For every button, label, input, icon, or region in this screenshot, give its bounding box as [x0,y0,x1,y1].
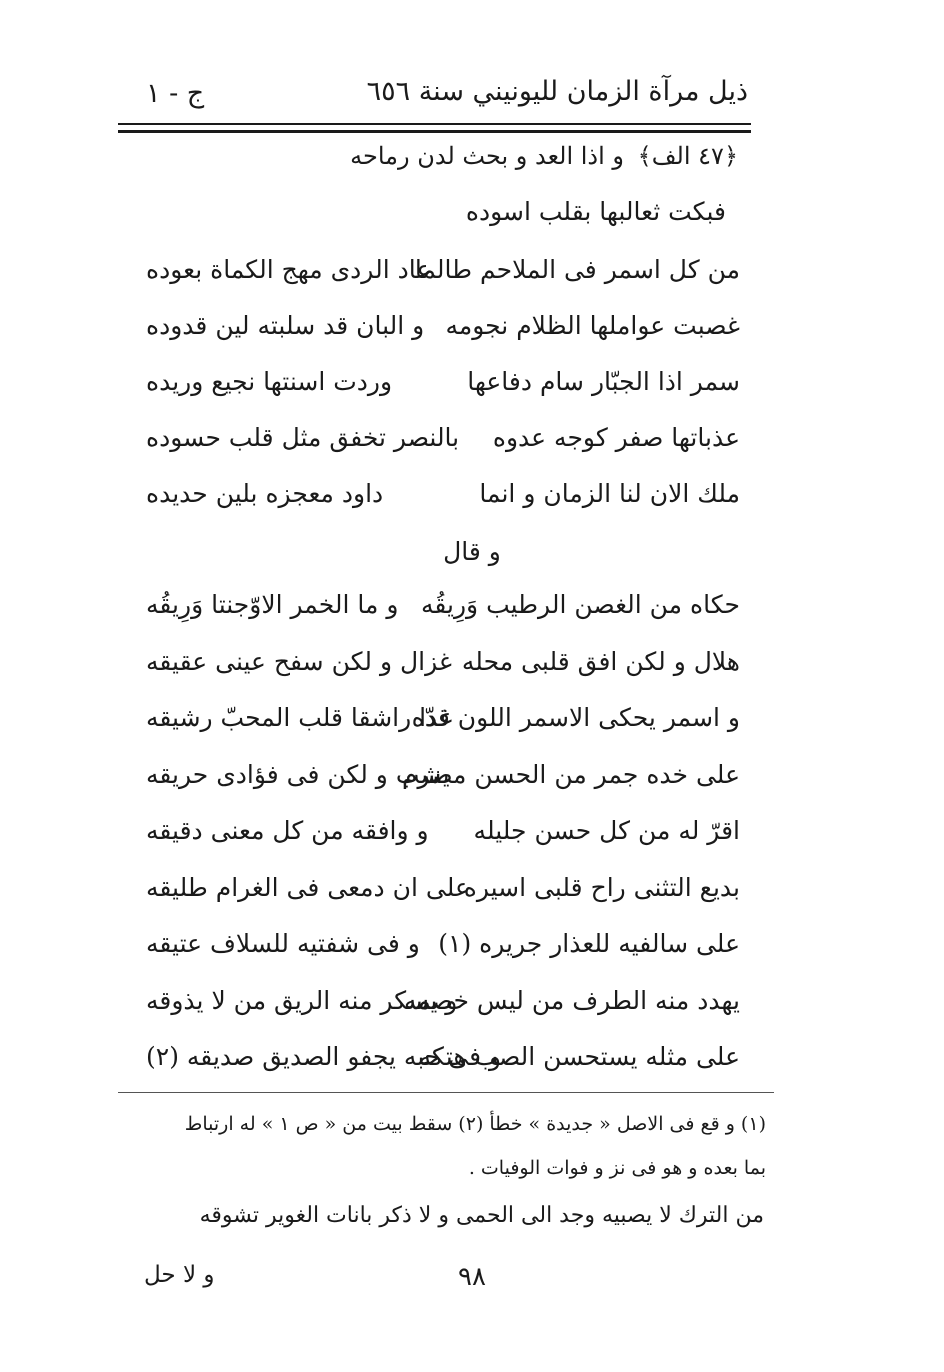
hemistich-second: و وافقه من كل معنى دقيقه [146,816,429,845]
verse-line [118,811,740,851]
header-title: ذيل مرآة الزمان لليونيني سنة ٦٥٦ [366,76,748,107]
hemistich-second: داود معجزه بلين حديده [146,479,384,508]
verse-line [118,418,740,458]
hemistich-first: ملك الان لنا الزمان و انما [479,479,740,508]
hemistich-second: على ان دمعى فى الغرام طليقه [146,872,470,902]
header-volume: ج - ١ [146,78,205,109]
hemistich-second: و ما الخمر الاوّجنتا وَرِيقُه [146,590,399,619]
hemistich-first: سمر اذا الجبّار سام دفاعها [467,367,740,396]
single-line: فبكت ثعالبها بقلب اسوده [465,197,726,226]
hemistich-first: اقرّ له من كل حسن جليله [473,816,740,845]
hemistich-second: غدا راشقا قلب المحبّ رشيقه [146,703,453,732]
continuation-line: من الترك لا يصبيه وجد الى الحمى و لا ذكر بانات الغوير تشوقه [199,1203,764,1228]
verse-line [118,1037,740,1077]
verse-line [118,924,740,964]
hemistich-second: و البان قد سلبته لين قدوده [146,311,425,340]
verse-line [118,585,740,625]
hemistich-first: على مثله يستحسن الصب هتكه [418,1042,740,1071]
verse-line [118,698,740,738]
hemistich-second: و فى شفتيه للسلاف عتيقه [146,929,420,958]
footnote-line: بما بعده و هو فى نز و فوات الوفيات . [468,1157,766,1179]
verse-line [118,981,740,1021]
footnote-rule [118,1092,774,1093]
hemistich-first: هلال و لكن افق قلبى محله [461,646,740,676]
verse-line [118,250,740,290]
folio-marker: ﴿٤٧ الف﴾ [637,142,738,170]
verse-line [118,362,740,402]
hemistich-second: غزال و لكن سفح عينى عقيقه [146,646,452,676]
hemistich-first: من كل اسمر فى الملاحم طالما [414,255,740,284]
running-header [118,70,748,120]
top-line [350,142,744,170]
hemistich-first: حكاه من الغصن الرطيب وَرِيقُه [420,590,740,619]
hemistich-second: و فى حبه يجفو الصديق صديقه (٢) [146,1042,502,1071]
hemistich-second: و يسكر منه الريق من لا يذوقه [146,985,458,1015]
poem-heading: و قال [443,537,501,566]
hemistich-first: يهدد منه الطرف من ليس خصمه [403,985,740,1015]
hemistich-first: بديع التثنى راح قلبى اسيره [463,872,740,902]
hemistich-first: على خده جمر من الحسن مضرم [402,759,740,789]
top-line-text: و اذا العد و بحث لدن رماحه [350,142,624,170]
hemistich-second: بالنصر تخفق مثل قلب حسوده [146,423,460,452]
hemistich-second: يشب و لكن فى فؤادى حريقه [146,759,450,789]
hemistich-second: عاد الردى مهج الكماة بعوده [146,255,432,284]
hemistich-first: و اسمر يحكى الاسمر اللون قدّه [411,703,740,732]
hemistich-first: على سالفيه للعذار جريره (١) [438,929,740,958]
verse-line [118,868,740,908]
hemistich-first: عذباتها صفر كوجه عدوه [492,423,740,452]
hemistich-second: وردت اسنتها نجيع وريده [146,367,393,396]
hemistich-first: غصبت عواملها الظلام نجومه [445,311,740,340]
header-rule-thick [118,130,751,133]
verse-line [118,642,740,682]
verse-line [118,755,740,795]
verse-line [118,474,740,514]
footnote-line: (١) و قع فى الاصل « جديدة » خطأ (٢) سقط بيت من « ص ١ » له ارتباط [184,1113,766,1135]
header-rule [118,123,751,125]
page-number: ٩٨ [458,1262,486,1292]
verse-line [118,306,740,346]
catchword: و لا حل [144,1262,215,1288]
